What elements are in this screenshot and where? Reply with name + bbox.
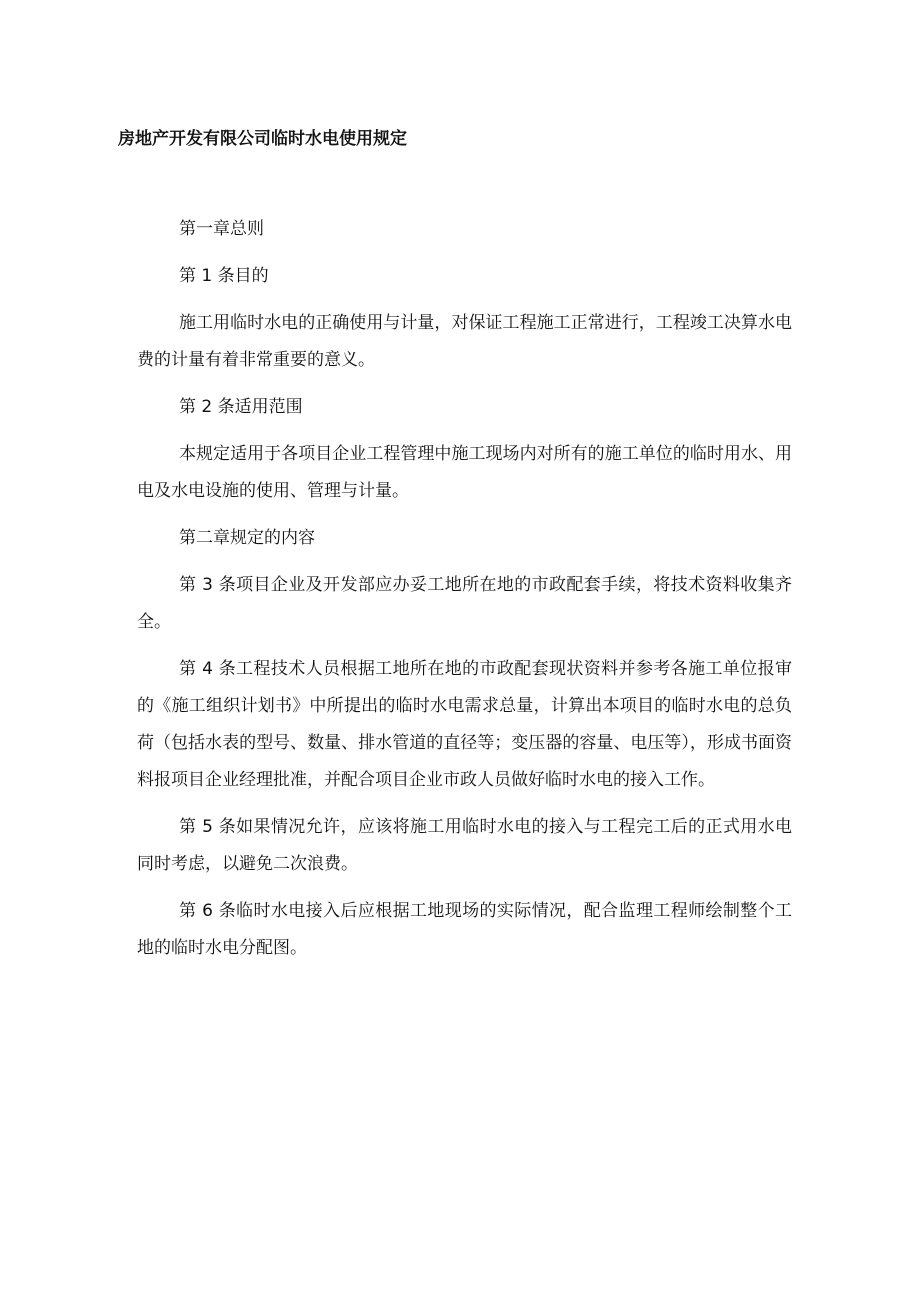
paragraph: 第 3 条项目企业及开发部应办妥工地所在地的市政配套手续，将技术资料收集齐全。	[137, 575, 792, 632]
paragraph: 施工用临时水电的正确使用与计量，对保证工程施工正常进行，工程竣工决算水电费的计量有着非常重要的意义。	[137, 313, 792, 370]
paragraph: 第 5 条如果情况允许，应该将施工用临时水电的接入与工程完工后的正式用水电同时考虑，以避免二次浪费。	[137, 817, 792, 874]
chapter-heading: 第二章规定的内容	[179, 528, 315, 548]
article-heading: 第 2 条适用范围	[179, 397, 303, 417]
document-title: 房地产开发有限公司临时水电使用规定	[118, 129, 407, 149]
paragraph: 第 6 条临时水电接入后应根据工地现场的实际情况，配合监理工程师绘制整个工地的临时水电分配图。	[137, 901, 792, 958]
document-body	[137, 211, 792, 977]
paragraph: 第 4 条工程技术人员根据工地所在地的市政配套现状资料并参考各施工单位报审的《施工组织计划书》中所提出的临时水电需求总量，计算出本项目的临时水电的总负荷（包括水表的型号、数量、排水管道的直径等；变压器的容量、电压等），形成书面资料报项目企业经理批准，并配合项目企业市政人员做好临时水电的接入工作。	[137, 659, 792, 790]
paragraph: 本规定适用于各项目企业工程管理中施工现场内对所有的施工单位的临时用水、用电及水电设施的使用、管理与计量。	[137, 444, 792, 501]
article-heading: 第 1 条目的	[179, 266, 269, 286]
chapter-heading: 第一章总则	[179, 219, 264, 239]
